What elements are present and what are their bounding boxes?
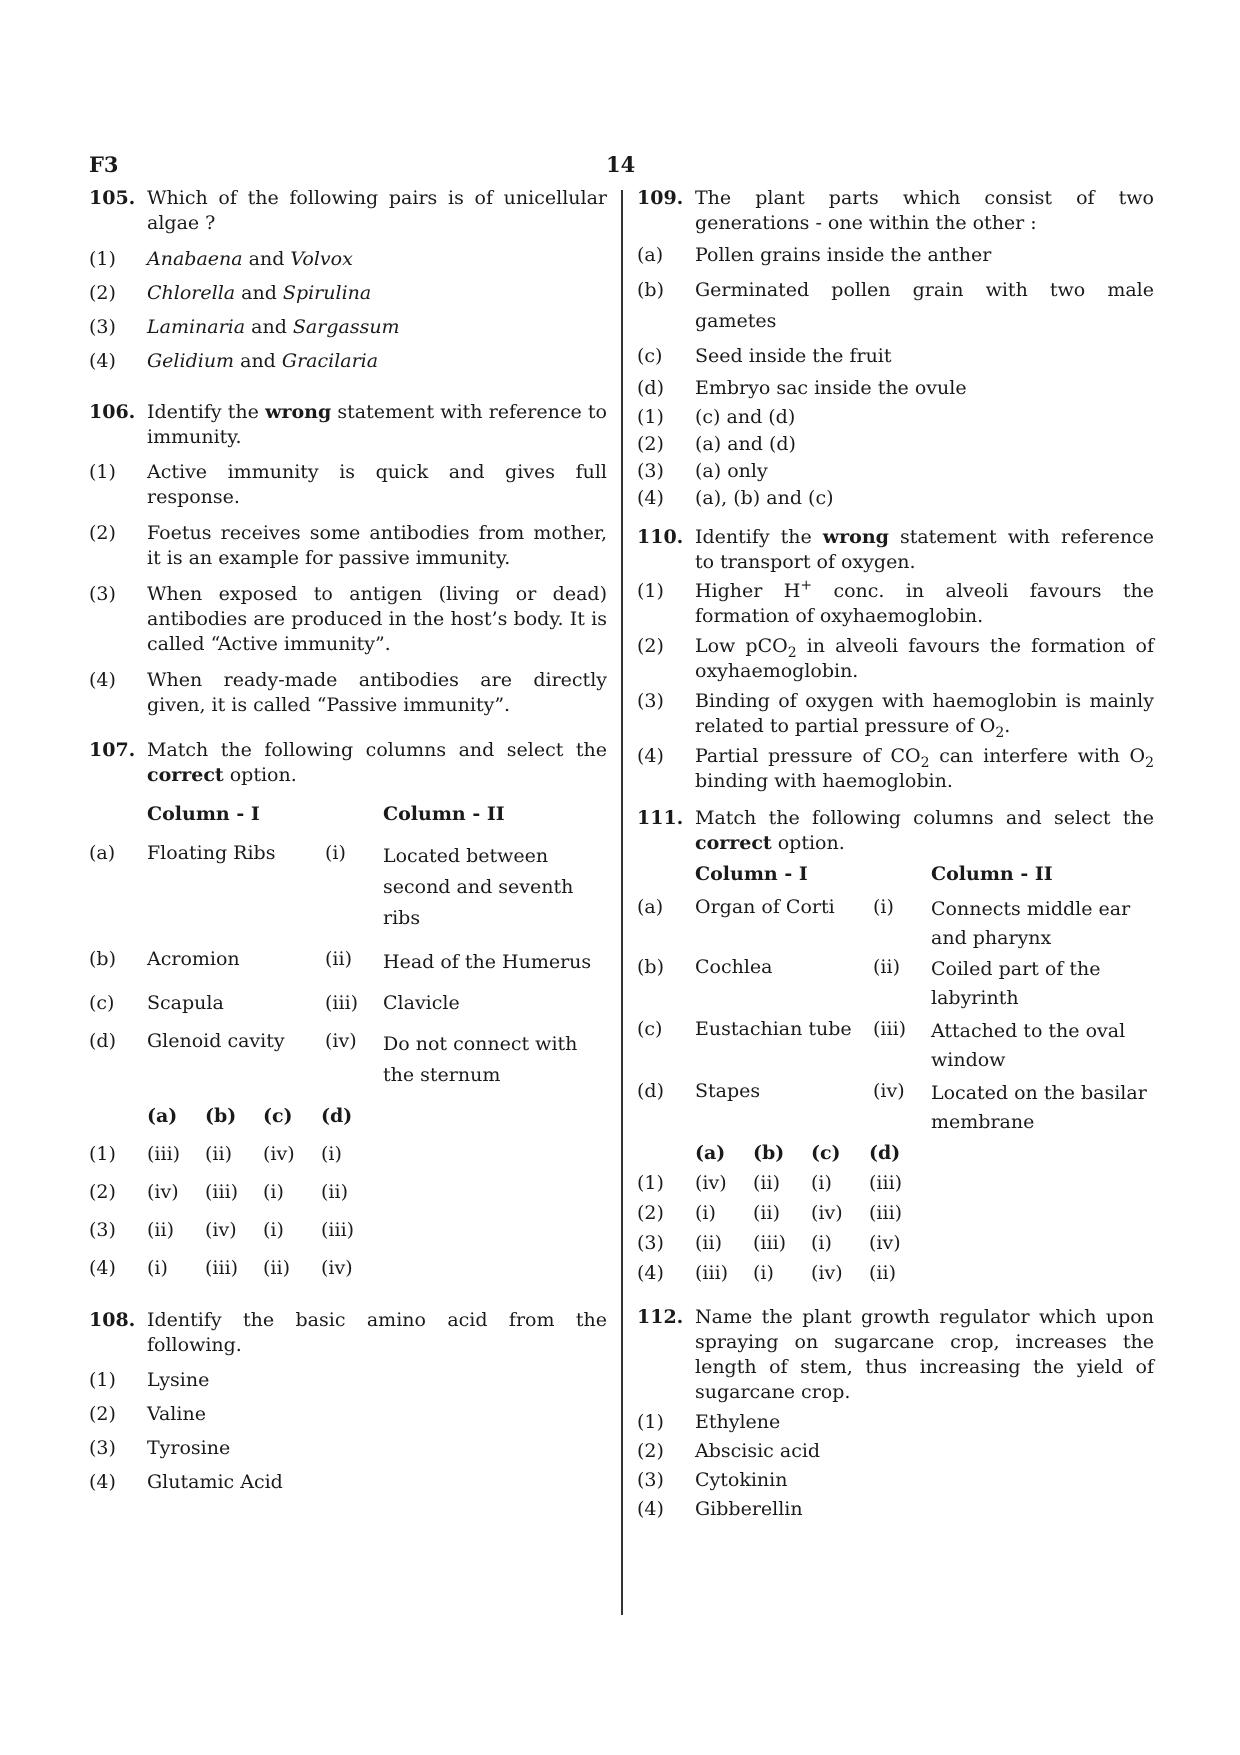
match-row: (c) Eustachian tube (iii) Attached to the oval window: [637, 1018, 1126, 1071]
paper-code: F3: [89, 152, 119, 177]
option-4[interactable]: (4) Gelidium and Gracilaria: [89, 350, 379, 372]
match-table-header: Column - I Column - II: [147, 803, 505, 825]
question-text: Identify the basic amino acid from the following.: [147, 1309, 607, 1356]
option-1[interactable]: (1) Anabaena and Volvox: [89, 248, 353, 270]
question-text: The plant parts which consist of two generations - one within the other :: [695, 187, 1154, 234]
option-1[interactable]: (1) (c) and (d): [637, 406, 796, 428]
statement-d: (d) Embryo sac inside the ovule: [637, 377, 967, 399]
page-number: 14: [606, 152, 636, 177]
question-text: Match the following columns and select the correct option.: [147, 739, 607, 786]
option-1[interactable]: (1) Lysine: [89, 1369, 210, 1391]
option-4[interactable]: (4) Gibberellin: [637, 1498, 803, 1520]
right-column: [637, 186, 1154, 1526]
statement-c: (c) Seed inside the fruit: [637, 345, 892, 367]
match-row: (b) Acromion (ii) Head of the Humerus: [89, 948, 592, 973]
question-105: [89, 186, 607, 374]
match-table-header: Column - I Column - II: [695, 863, 1053, 885]
option-3[interactable]: (3) (a) only: [637, 460, 768, 482]
question-112: [637, 1305, 1154, 1522]
option-1[interactable]: (1) Ethylene: [637, 1411, 781, 1433]
match-row: (a) Organ of Corti (i) Connects middle ear and pharynx: [637, 896, 1131, 949]
answer-option-2[interactable]: (2) (i) (ii) (iv) (iii): [637, 1202, 903, 1224]
question-number: 112.: [637, 1306, 684, 1328]
answer-option-3[interactable]: (3) (ii) (iv) (i) (iii): [89, 1219, 355, 1241]
question-number: 107.: [89, 739, 136, 761]
match-table: [89, 802, 607, 1104]
match-row: (d) Stapes (iv) Located on the basilar membrane: [637, 1080, 1147, 1133]
answer-option-2[interactable]: (2) (iv) (iii) (i) (ii): [89, 1181, 348, 1203]
question-text: Identify the wrong statement with reference to immunity.: [147, 401, 607, 448]
question-text: Which of the following pairs is of unicellular algae ?: [147, 187, 607, 234]
question-number: 111.: [637, 807, 684, 829]
question-108: [89, 1308, 607, 1495]
match-table: [637, 862, 1154, 1139]
option-1[interactable]: (1) Higher H+ conc. in alveoli favours the formation of oxyhaemoglobin.: [637, 577, 1154, 627]
option-3[interactable]: (3) Tyrosine: [89, 1437, 231, 1459]
question-number: 105.: [89, 187, 136, 209]
question-110: [637, 525, 1154, 794]
option-1[interactable]: (1) Active immunity is quick and gives full response.: [89, 461, 607, 508]
option-4[interactable]: (4) When ready-made antibodies are directly given, it is called “Passive immunity”.: [89, 669, 607, 716]
answer-option-4[interactable]: (4) (iii) (i) (iv) (ii): [637, 1262, 896, 1284]
answer-table: [637, 1141, 927, 1291]
answer-table: [89, 1104, 379, 1294]
option-2[interactable]: (2) Abscisic acid: [637, 1440, 821, 1462]
option-2[interactable]: (2) Low pCO$_2$ in alveoli favours the formation of oxyhaemoglobin.: [637, 635, 1154, 682]
question-number: 109.: [637, 187, 684, 209]
answer-header: (a) (b) (c) (d): [147, 1105, 353, 1127]
option-3[interactable]: (3) Cytokinin: [637, 1469, 788, 1491]
option-2[interactable]: (2) Chlorella and Spirulina: [89, 282, 372, 304]
option-2[interactable]: (2) Foetus receives some antibodies from mother, it is an example for passive immunity.: [89, 522, 607, 569]
answer-option-1[interactable]: (1) (iii) (ii) (iv) (i): [89, 1143, 342, 1165]
column-divider: [621, 190, 623, 1615]
answer-header: (a) (b) (c) (d): [695, 1142, 901, 1164]
answer-option-3[interactable]: (3) (ii) (iii) (i) (iv): [637, 1232, 901, 1254]
question-109: [637, 186, 1154, 511]
option-3[interactable]: (3) Binding of oxygen with haemoglobin is mainly related to partial pressure of $O_2$.: [637, 690, 1154, 741]
question-number: 110.: [637, 526, 684, 548]
question-107: [89, 738, 607, 1294]
question-text: Identify the wrong statement with reference to transport of oxygen.: [695, 526, 1154, 573]
statement-a: (a) Pollen grains inside the anther: [637, 244, 992, 266]
option-4[interactable]: (4) Partial pressure of $CO_2$ can interfere with $O_2$ binding with haemoglobin.: [637, 745, 1155, 792]
question-number: 106.: [89, 401, 136, 423]
option-4[interactable]: (4) (a), (b) and (c): [637, 487, 834, 509]
option-3[interactable]: (3) When exposed to antigen (living or dead) antibodies are produced in the host’s body. It is called “Active immunity”.: [89, 583, 607, 655]
match-row: (d) Glenoid cavity (iv) Do not connect with the sternum: [89, 1030, 578, 1086]
answer-option-4[interactable]: (4) (i) (iii) (ii) (iv): [89, 1257, 353, 1279]
question-text: Name the plant growth regulator which upon spraying on sugarcane crop, increases the length of stem, thus increasing the yield of sugarcane crop.: [695, 1306, 1154, 1403]
question-106: [89, 400, 607, 718]
question-number: 108.: [89, 1309, 136, 1331]
option-3[interactable]: (3) Laminaria and Sargassum: [89, 316, 400, 338]
match-row: (a) Floating Ribs (i) Located between second and seventh ribs: [89, 842, 574, 929]
statement-b: (b) Germinated pollen grain with two male gametes: [637, 279, 1154, 332]
question-111: [637, 806, 1154, 1291]
option-4[interactable]: (4) Glutamic Acid: [89, 1471, 283, 1493]
left-column: [89, 186, 607, 1504]
match-row: (c) Scapula (iii) Clavicle: [89, 992, 460, 1014]
match-row: (b) Cochlea (ii) Coiled part of the labyrinth: [637, 956, 1101, 1009]
option-2[interactable]: (2) (a) and (d): [637, 433, 796, 455]
question-text: Match the following columns and select the correct option.: [695, 807, 1154, 854]
option-2[interactable]: (2) Valine: [89, 1403, 206, 1425]
answer-option-1[interactable]: (1) (iv) (ii) (i) (iii): [637, 1172, 903, 1194]
